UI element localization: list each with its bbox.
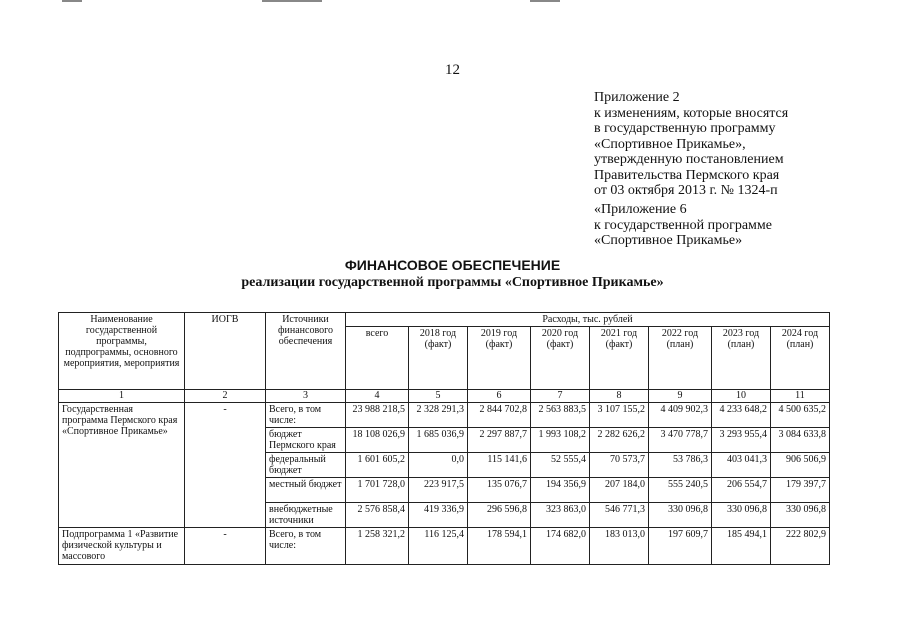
value-cell: 174 682,0	[531, 528, 590, 565]
header-iogv: ИОГВ	[185, 313, 266, 390]
header-name: Наименование государственной программы, подпрограммы, основного мероприятия, мероприятия	[59, 313, 185, 390]
source-label: федеральный бюджет	[266, 453, 346, 478]
column-number: 11	[771, 390, 830, 403]
source-label: Всего, в том числе:	[266, 528, 346, 565]
value-cell: 52 555,4	[531, 453, 590, 478]
table-row	[59, 403, 830, 428]
value-cell: 194 356,9	[531, 478, 590, 503]
appendix-block	[594, 90, 788, 199]
value-cell: 546 771,3	[590, 503, 649, 528]
document-subtitle: реализации государственной программы «Спортивное Прикамье»	[241, 275, 664, 290]
value-cell: 0,0	[409, 453, 468, 478]
value-cell: 1 993 108,2	[531, 428, 590, 453]
value-cell: 18 108 026,9	[346, 428, 409, 453]
appendix-line: в государственную программу	[594, 121, 776, 136]
appendix6-block	[594, 202, 772, 249]
value-cell: 296 596,8	[468, 503, 531, 528]
subprogram-name: Подпрограмма 1 «Развитие физической культуры и массового	[59, 528, 185, 565]
value-cell: 197 609,7	[649, 528, 712, 565]
column-number-row	[59, 390, 830, 403]
value-cell: 3 084 633,8	[771, 428, 830, 453]
value-cell: 222 802,9	[771, 528, 830, 565]
column-number: 7	[531, 390, 590, 403]
value-cell: 223 917,5	[409, 478, 468, 503]
header-year-2024: 2024 год (план)	[771, 327, 830, 390]
value-cell: 70 573,7	[590, 453, 649, 478]
scan-mark-right	[530, 0, 560, 2]
financing-table	[58, 312, 830, 565]
value-cell: 3 293 955,4	[712, 428, 771, 453]
header-year-2018: 2018 год (факт)	[409, 327, 468, 390]
column-number: 8	[590, 390, 649, 403]
value-cell: 4 500 635,2	[771, 403, 830, 428]
appendix-line: Приложение 2	[594, 90, 680, 105]
value-cell: 1 258 321,2	[346, 528, 409, 565]
value-cell: 53 786,3	[649, 453, 712, 478]
header-year-2020: 2020 год (факт)	[531, 327, 590, 390]
column-number: 6	[468, 390, 531, 403]
program-name: Государственная программа Пермского края «Спортивное Прикамье»	[59, 403, 185, 528]
value-cell: 330 096,8	[771, 503, 830, 528]
value-cell: 178 594,1	[468, 528, 531, 565]
value-cell: 3 470 778,7	[649, 428, 712, 453]
page-number: 12	[445, 62, 460, 78]
appendix-line: «Спортивное Прикамье»,	[594, 136, 746, 152]
source-label: местный бюджет	[266, 478, 346, 503]
appendix6-line: «Спортивное Прикамье»	[594, 233, 743, 248]
value-cell: 185 494,1	[712, 528, 771, 565]
value-cell: 206 554,7	[712, 478, 771, 503]
appendix6-line: к государственной программе	[594, 217, 772, 233]
source-label: внебюджетные источники	[266, 503, 346, 528]
column-number: 10	[712, 390, 771, 403]
column-number: 2	[185, 390, 266, 403]
value-cell: 330 096,8	[712, 503, 771, 528]
value-cell: 2 328 291,3	[409, 403, 468, 428]
value-cell: 906 506,9	[771, 453, 830, 478]
appendix6-line: «Приложение 6	[594, 202, 687, 217]
appendix-line: Правительства Пермского края	[594, 167, 780, 183]
column-number: 1	[59, 390, 185, 403]
document-title: ФИНАНСОВОЕ ОБЕСПЕЧЕНИЕ	[344, 257, 561, 273]
header-year-2019: 2019 год (факт)	[468, 327, 531, 390]
value-cell: 2 576 858,4	[346, 503, 409, 528]
value-cell: 2 844 702,8	[468, 403, 531, 428]
header-year-2022: 2022 год (план)	[649, 327, 712, 390]
value-cell: 330 096,8	[649, 503, 712, 528]
header-expenses: Расходы, тыс. рублей	[346, 313, 830, 327]
column-number: 4	[346, 390, 409, 403]
value-cell: 23 988 218,5	[346, 403, 409, 428]
value-cell: 3 107 155,2	[590, 403, 649, 428]
header-year-2023: 2023 год (план)	[712, 327, 771, 390]
value-cell: 419 336,9	[409, 503, 468, 528]
source-label: бюджет Пермского края	[266, 428, 346, 453]
value-cell: 135 076,7	[468, 478, 531, 503]
header-year-2021: 2021 год (факт)	[590, 327, 649, 390]
value-cell: 555 240,5	[649, 478, 712, 503]
header-sources: Источники финансового обеспечения	[266, 313, 346, 390]
value-cell: 115 141,6	[468, 453, 531, 478]
value-cell: 323 863,0	[531, 503, 590, 528]
value-cell: 403 041,3	[712, 453, 771, 478]
scan-mark-left	[62, 0, 82, 2]
appendix-line: от 03 октября 2013 г. № 1324-п	[594, 183, 778, 198]
appendix-line: к изменениям, которые вносятся	[594, 105, 789, 121]
value-cell: 183 013,0	[590, 528, 649, 565]
header-total: всего	[346, 327, 409, 390]
value-cell: 4 409 902,3	[649, 403, 712, 428]
value-cell: 116 125,4	[409, 528, 468, 565]
value-cell: 179 397,7	[771, 478, 830, 503]
value-cell: 1 601 605,2	[346, 453, 409, 478]
value-cell: 4 233 648,2	[712, 403, 771, 428]
column-number: 3	[266, 390, 346, 403]
appendix-line: утвержденную постановлением	[594, 152, 784, 167]
program-iogv: -	[185, 403, 266, 528]
scan-mark-middle	[262, 0, 322, 2]
value-cell: 1 685 036,9	[409, 428, 468, 453]
value-cell: 2 297 887,7	[468, 428, 531, 453]
column-number: 5	[409, 390, 468, 403]
subprogram-iogv: -	[185, 528, 266, 565]
column-number: 9	[649, 390, 712, 403]
value-cell: 2 563 883,5	[531, 403, 590, 428]
table-row	[59, 528, 830, 565]
value-cell: 1 701 728,0	[346, 478, 409, 503]
value-cell: 207 184,0	[590, 478, 649, 503]
value-cell: 2 282 626,2	[590, 428, 649, 453]
source-label: Всего, в том числе:	[266, 403, 346, 428]
